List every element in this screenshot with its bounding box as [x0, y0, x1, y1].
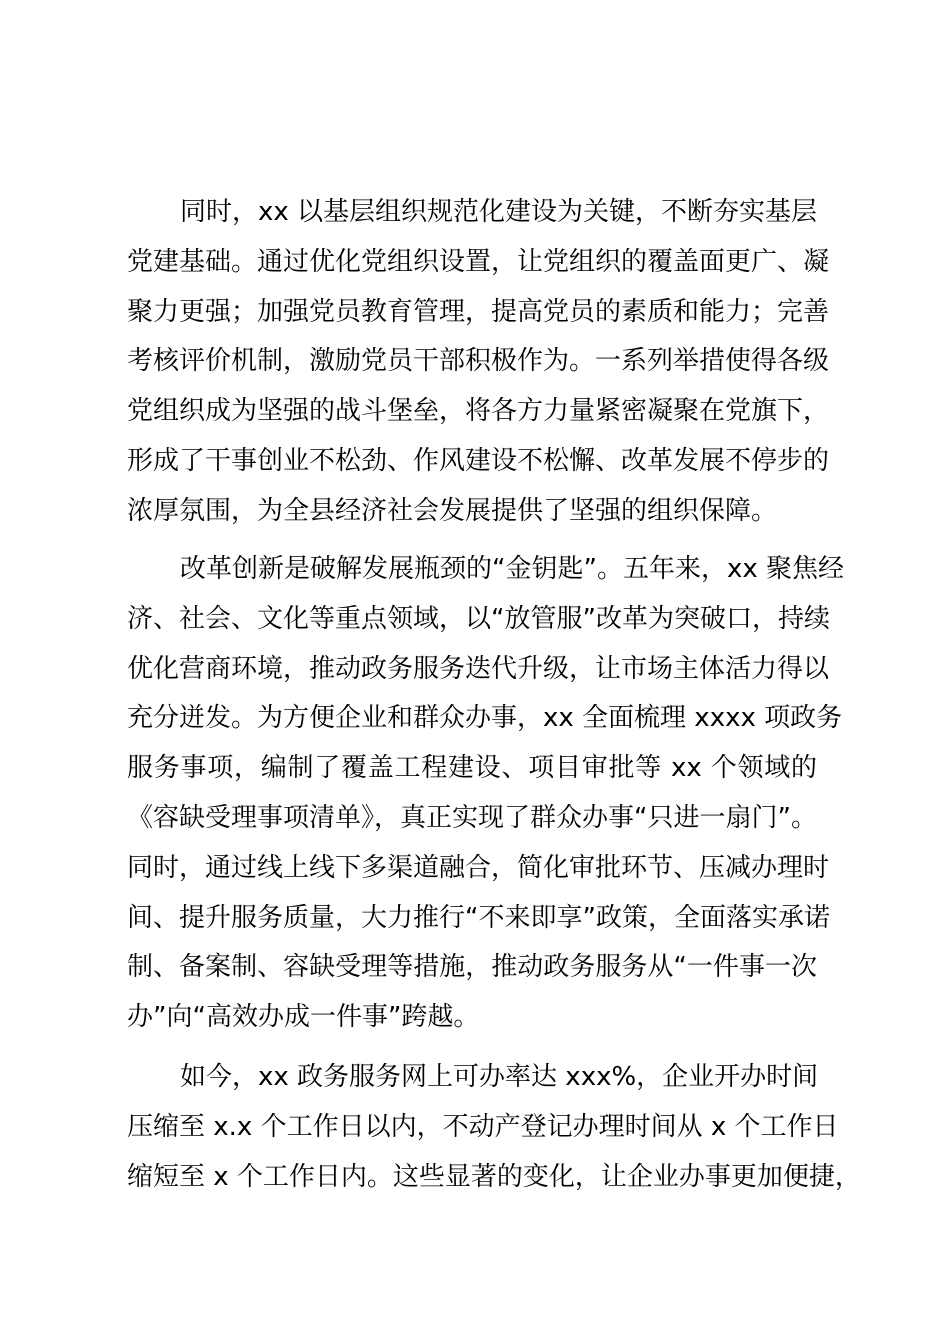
text-line: 制、备案制、容缺受理等措施，推动政务服务从“一件事一次 [127, 952, 817, 983]
paragraph-results [127, 1053, 861, 1202]
text-line: 间、提升服务质量，大力推行“不来即享”政策，全面落实承诺 [127, 902, 830, 933]
text-line: 充分迸发。为方便企业和群众办事，xx 全面梳理 xxxx 项政务 [127, 703, 843, 734]
text-line: 同时，xx 以基层组织规范化建设为关键，不断夯实基层 [180, 197, 818, 227]
text-line: 优化营商环境，推动政务服务迭代升级，让市场主体活力得以 [127, 653, 830, 684]
text-line: 改革创新是破解发展瓶颈的“金钥匙”。五年来，xx 聚焦经 [180, 554, 844, 584]
text-line: 考核评价机制，激励党员干部积极作为。一系列举措使得各级 [127, 346, 830, 377]
text-line: 缩短至 x 个工作日内。这些显著的变化，让企业办事更加便捷， [127, 1161, 861, 1192]
paragraph-party-building [127, 188, 830, 537]
text-line: 压缩至 x.x 个工作日以内，不动产登记办理时间从 x 个工作日 [127, 1111, 839, 1142]
text-line: 党建基础。通过优化党组织设置，让党组织的覆盖面更广、凝 [127, 246, 830, 277]
text-line: 《容缺受理事项清单》，真正实现了群众办事“只进一扇门”。 [127, 802, 817, 833]
text-line: 浓厚氛围，为全县经济社会发展提供了坚强的组织保障。 [127, 495, 778, 526]
text-line: 聚力更强；加强党员教育管理，提高党员的素质和能力；完善 [127, 296, 830, 327]
text-line: 党组织成为坚强的战斗堡垒，将各方力量紧密凝聚在党旗下， [127, 396, 830, 427]
text-line: 同时，通过线上线下多渠道融合，简化审批环节、压减办理时 [127, 852, 830, 883]
text-line: 如今，xx 政务服务网上可办率达 xxx%，企业开办时间 [180, 1062, 819, 1092]
text-line: 办”向“高效办成一件事”跨越。 [127, 1002, 480, 1033]
text-line: 服务事项，编制了覆盖工程建设、项目审批等 xx 个领域的 [127, 753, 817, 784]
text-line: 形成了干事创业不松劲、作风建设不松懈、改革发展不停步的 [127, 445, 830, 476]
paragraph-reform-innovation [127, 545, 844, 1043]
text-line: 济、社会、文化等重点领域，以“放管服”改革为突破口，持续 [127, 603, 830, 634]
